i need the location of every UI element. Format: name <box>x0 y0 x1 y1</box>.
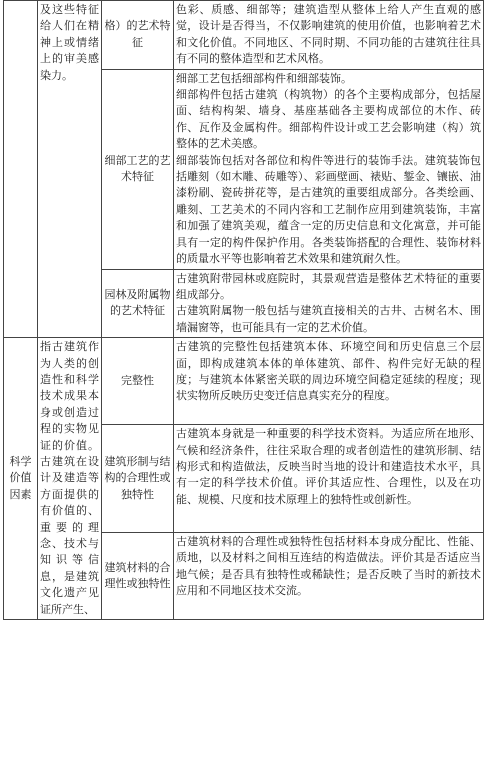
summary-cell: 及这些特征给人们在精神上或情绪上的审美感染力。 <box>38 1 102 338</box>
factor-cell: 完整性 <box>102 338 174 425</box>
paragraph: 古建筑的完整性包括建筑本体、环境空间和历史信息三个层面，即构成建筑本体的单体建筑、部件、构件完好无缺的程度；与建筑本体紧密关联的周边环境空间稳定延续的程度；现状实物所反映历史变迁信息真实充分的程度。 <box>176 340 481 403</box>
value-assessment-table <box>3 0 484 620</box>
description-cell <box>174 425 484 533</box>
description-cell <box>174 1 484 70</box>
category-cell: 科学价值因素 <box>4 338 38 620</box>
summary-cell: 指古建筑作为人类的创造性和科学技术成果本身或创造过程的实物见证的价值。古建筑在设计及建造等方面提供的有价值的、重要的理念、技术与知识等信息，是建筑文化遗产见证所产生、 <box>38 338 102 620</box>
table-row <box>4 1 484 70</box>
document-page <box>3 0 484 620</box>
paragraph: 细部工艺包括细部构件和细部装饰。 <box>176 71 352 85</box>
paragraph: 色彩、质感、细部等；建筑造型从整体上给人产生直观的感觉，设计是否得当，不仅影响建筑的使用价值，也影响着艺术和文化价值。不同地区、不同时期、不同功能的古建筑往往具有不同的整体造型和艺术风格。 <box>176 3 481 66</box>
description-cell <box>174 338 484 425</box>
description-cell <box>174 69 484 269</box>
factor-cell: 格）的艺术特征 <box>102 1 174 70</box>
paragraph: 古建筑材料的合理性或独特性包括材料本身成分配比、性能、质地，以及材料之间相互连结的构造做法。评价其是否适应当地气候；是否具有独特性或稀缺性；是否反映了当时的新技术应用和不同地区技术交流。 <box>176 534 481 598</box>
category-cell <box>4 1 38 338</box>
description-cell <box>174 269 484 338</box>
factor-cell: 建筑形制与结构的合理性或独特性 <box>102 425 174 533</box>
table-row <box>4 338 484 425</box>
factor-cell: 细部工艺的艺术特征 <box>102 69 174 269</box>
paragraph: 古建筑附带园林或庭院时，其景观营造是整体艺术特征的重要组成部分。 <box>176 271 481 301</box>
paragraph: 古建筑本身就是一种重要的科学技术资料。为适应所在地形、气候和经济条件，往往采取合理的或者创造性的建筑形制、结构形式和构造做法，反映当时当地的设计和建造技术水平，具有一定的科学技术价值。评价其适应性、合理性，以及在功能、规模、尺度和技术原理上的独特性或创新性。 <box>176 427 481 506</box>
paragraph: 古建筑附属物一般包括与建筑直接相关的古井、古树名木、围墙漏窗等，也可能具有一定的艺术价值。 <box>176 304 481 334</box>
paragraph: 细部构件包括古建筑（构筑物）的各个主要构成部分，包括屋面、结构构架、墙身、基座基础各主要构成部位的木作、砖作、瓦作及金属构件。细部构件设计或工艺会影响建（构）筑整体的艺术美感。 <box>176 88 481 151</box>
factor-cell: 建筑材料的合理性或独特性 <box>102 532 174 619</box>
factor-cell: 园林及附属物的艺术特征 <box>102 269 174 338</box>
description-cell <box>174 532 484 619</box>
paragraph: 细部装饰包括对各部位和构件等进行的装饰手法。建筑装饰包括雕刻（如木雕、砖雕等）、彩画壁画、裱贴、錾金、镶嵌、油漆粉刷、瓷砖拼花等，是古建筑的重要组成部分。各类绘画、雕刻、工艺美术的不同内容和工艺制作应用到建筑装饰，丰富和加强了建筑美观，蕴含一定的历史信息和文化寓意，并可能具有一定的构件保护作用。各类装饰搭配的合理性、装饰材料的质量水平等也影响着艺术效果和建筑耐久性。 <box>176 153 481 266</box>
